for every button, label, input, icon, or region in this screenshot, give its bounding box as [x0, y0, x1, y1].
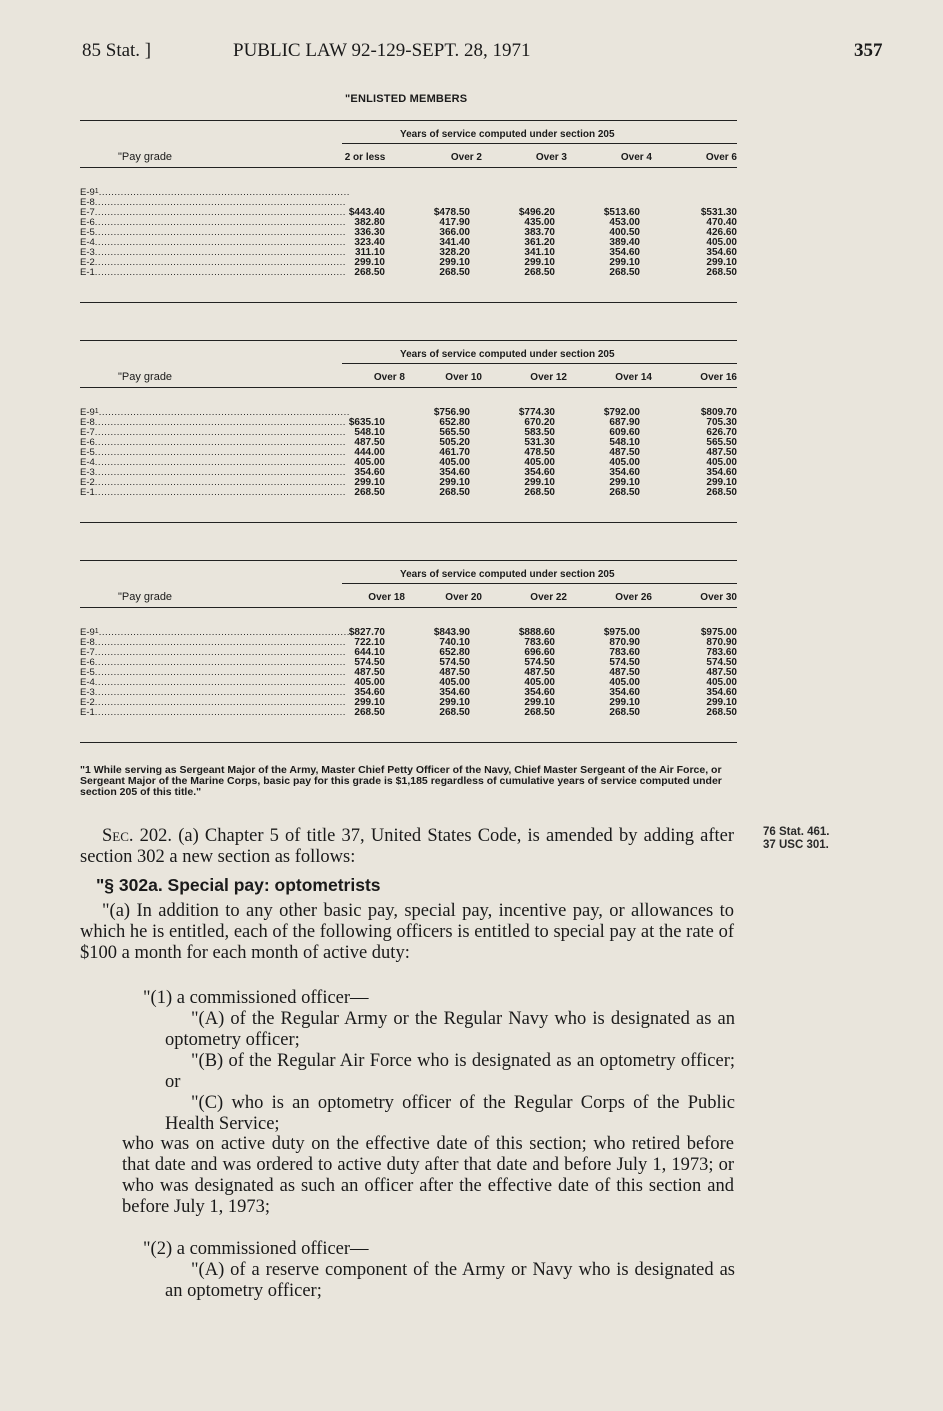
pay-value-cell: 405.00 [354, 677, 385, 688]
leader-dots: ................................................................................ [94, 657, 346, 668]
pay-grade-label: E-8 [80, 197, 95, 208]
section-202-label: Sec. 202. [102, 826, 173, 846]
pay-value-cell: $513.60 [603, 207, 640, 218]
pay-grade-cell [80, 627, 350, 638]
leader-dots: ................................................................................ [94, 457, 346, 468]
pay-value-cell: 268.50 [609, 267, 640, 278]
pay-grade-label: E-6 [80, 217, 95, 228]
pay-value-cell: 722.10 [354, 637, 385, 648]
table-row [80, 468, 737, 477]
footnote-ref: 1 [94, 408, 99, 415]
leader-dots: ................................................................................ [98, 627, 350, 638]
leader-dots: ................................................................................ [94, 667, 346, 678]
pay-value-cell: 487.50 [439, 667, 470, 678]
pay-grade-cell [80, 217, 346, 228]
column-header: Over 30 [700, 592, 737, 603]
pay-value-cell: 268.50 [706, 707, 737, 718]
table-row [80, 628, 737, 637]
pay-value-cell: 328.20 [439, 247, 470, 258]
pay-value-cell: 299.10 [609, 477, 640, 488]
pay-value-cell: 609.60 [609, 427, 640, 438]
pay-grade-label: E-8 [80, 637, 95, 648]
pay-value-cell: $443.40 [348, 207, 385, 218]
pay-grade-header: "Pay grade [118, 151, 173, 163]
pay-grade-cell [80, 487, 346, 498]
pay-grade-label: E-4 [80, 677, 95, 688]
column-header: Over 26 [615, 592, 652, 603]
pay-value-cell: 268.50 [706, 267, 737, 278]
pay-grade-label: E-7 [80, 427, 95, 438]
pay-value-cell: 574.50 [524, 657, 555, 668]
column-header: Over 18 [368, 592, 405, 603]
pay-value-cell: 405.00 [524, 457, 555, 468]
pay-value-cell: 382.80 [354, 217, 385, 228]
table-row [80, 478, 737, 487]
column-header: Over 6 [705, 152, 737, 163]
item-2: "(2) a commissioned officer— [143, 1239, 369, 1259]
pay-value-cell: 487.50 [706, 447, 737, 458]
column-header: Over 3 [535, 152, 567, 163]
pay-value-cell: 268.50 [524, 487, 555, 498]
pay-value-cell: 354.60 [524, 687, 555, 698]
table-row [80, 418, 737, 427]
pay-value-cell: 574.50 [354, 657, 385, 668]
pay-grade-label: E-2 [80, 257, 95, 268]
column-header: Over 14 [615, 372, 652, 383]
pay-grade-label: E-5 [80, 447, 95, 458]
pay-value-cell: 354.60 [439, 467, 470, 478]
leader-dots: ................................................................................ [94, 707, 346, 718]
header-statute-ref: 85 Stat. ] [82, 40, 152, 61]
table-row [80, 438, 737, 447]
leader-dots: ................................................................................ [94, 257, 346, 268]
pay-value-cell: 299.10 [706, 257, 737, 268]
leader-dots: ................................................................................ [94, 267, 346, 278]
pay-grade-label: E-1 [80, 707, 95, 718]
pay-value-cell: 299.10 [439, 257, 470, 268]
pay-grade-cell [80, 227, 346, 238]
table-row [80, 458, 737, 467]
pay-grade-label: E-5 [80, 227, 95, 238]
years-rule [342, 363, 737, 364]
item-2A: "(A) of a reserve component of the Army or Navy who is designated as an optometry officer; [165, 1260, 735, 1301]
pay-grade-cell [80, 197, 346, 208]
column-header: Over 22 [530, 592, 567, 603]
header-rule [80, 167, 737, 168]
pay-value-cell: 268.50 [524, 707, 555, 718]
table-bottom-rule [80, 302, 737, 303]
pay-value-cell: 354.60 [609, 247, 640, 258]
pay-value-cell: 268.50 [609, 707, 640, 718]
years-rule [342, 143, 737, 144]
pay-grade-cell [80, 237, 346, 248]
pay-value-cell: 268.50 [706, 487, 737, 498]
pay-value-cell: 405.00 [524, 677, 555, 688]
table-row [80, 488, 737, 497]
leader-dots: ................................................................................ [98, 187, 350, 198]
pay-table-2 [80, 340, 737, 535]
section-202-text: (a) Chapter 5 of title 37, United States Code, is amended by adding after section 302 a new section as follows: [80, 826, 735, 867]
pay-grade-label: E-2 [80, 477, 95, 488]
pay-value-cell: 354.60 [609, 687, 640, 698]
pay-grade-cell [80, 687, 346, 698]
pay-value-cell: 405.00 [439, 457, 470, 468]
pay-grade-cell [80, 657, 346, 668]
header-public-law: PUBLIC LAW 92-129-SEPT. 28, 1971 [233, 40, 531, 61]
leader-dots: ................................................................................ [94, 677, 346, 688]
pay-value-cell: 705.30 [706, 417, 737, 428]
pay-value-cell: 341.40 [439, 237, 470, 248]
table-row [80, 208, 737, 217]
column-header: Over 2 [450, 152, 482, 163]
leader-dots: ................................................................................ [94, 647, 346, 658]
pay-value-cell: 574.50 [706, 657, 737, 668]
page-number: 357 [854, 40, 883, 61]
pay-value-cell: 361.20 [524, 237, 555, 248]
pay-value-cell: $774.30 [518, 407, 555, 418]
table-row [80, 238, 737, 247]
table-row [80, 188, 737, 197]
pay-grade-label: E-6 [80, 437, 95, 448]
leader-dots: ................................................................................ [94, 697, 346, 708]
footnote-ref: 1 [94, 628, 99, 635]
table-row [80, 688, 737, 697]
pay-grade-cell [80, 637, 346, 648]
pay-value-cell: 548.10 [609, 437, 640, 448]
table-row [80, 428, 737, 437]
pay-grade-cell [80, 667, 346, 678]
pay-grade-cell [80, 257, 346, 268]
table-row [80, 248, 737, 257]
margin-citation-usc: 37 USC 301. [763, 839, 829, 851]
column-header: Over 20 [445, 592, 482, 603]
pay-value-cell: 405.00 [354, 457, 385, 468]
pay-grade-label: E-8 [80, 417, 95, 428]
years-of-service-label: Years of service computed under section 205 [400, 349, 615, 360]
table-row [80, 648, 737, 657]
pay-value-cell: $496.20 [518, 207, 555, 218]
pay-value-cell: 354.60 [354, 687, 385, 698]
pay-grade-label: E-9 [80, 187, 95, 198]
pay-value-cell: 299.10 [524, 477, 555, 488]
leader-dots: ................................................................................ [94, 687, 346, 698]
pay-value-cell: 299.10 [439, 697, 470, 708]
column-header: Over 10 [445, 372, 482, 383]
column-header: Over 16 [700, 372, 737, 383]
pay-value-cell: 531.30 [524, 437, 555, 448]
table-row [80, 268, 737, 277]
pay-grade-label: E-3 [80, 247, 95, 258]
table-bottom-rule [80, 522, 737, 523]
table-top-rule [80, 340, 737, 341]
pay-grade-label: E-4 [80, 457, 95, 468]
pay-grade-label: E-5 [80, 667, 95, 678]
pay-value-cell: 405.00 [439, 677, 470, 688]
table-row [80, 448, 737, 457]
pay-value-cell: 487.50 [354, 437, 385, 448]
pay-value-cell: 299.10 [609, 257, 640, 268]
footnote-text: While serving as Sergeant Major of the Army, Master Chief Petty Officer of the Navy, Chief Master Sergeant of the Air Force, or Sergeant Major of the Marine Corps, basic pay for this grade is $1,185 regardless of cumulative years of service computed under section 205 of this title." [80, 764, 722, 798]
table-row [80, 658, 737, 667]
pay-value-cell: 574.50 [609, 657, 640, 668]
pay-grade-cell [80, 707, 346, 718]
eligibility-clause: who was on active duty on the effective date of this section; who retired before that date and was ordered to active duty after that date and before July 1, 1973; or who was designated as such an officer after the effective date of this section and before July 1, 1973; [122, 1134, 734, 1217]
pay-grade-header: "Pay grade [118, 371, 173, 383]
pay-value-cell: 341.10 [524, 247, 555, 258]
pay-value-cell: 268.50 [354, 267, 385, 278]
pay-value-cell: 268.50 [609, 487, 640, 498]
pay-value-cell: 740.10 [439, 637, 470, 648]
pay-value-cell: $792.00 [603, 407, 640, 418]
years-of-service-label: Years of service computed under section 205 [400, 569, 615, 580]
pay-value-cell: 268.50 [439, 267, 470, 278]
pay-grade-cell [80, 677, 346, 688]
table-footnote [80, 765, 745, 798]
pay-grade-cell [80, 417, 346, 428]
pay-grade-cell [80, 187, 350, 198]
pay-value-cell: 478.50 [524, 447, 555, 458]
section-heading: "§ 302a. Special pay: optometrists [96, 875, 381, 895]
pay-value-cell: $756.90 [433, 407, 470, 418]
pay-grade-cell [80, 477, 346, 488]
pay-value-cell: 461.70 [439, 447, 470, 458]
pay-value-cell: 389.40 [609, 237, 640, 248]
pay-value-cell: 299.10 [524, 697, 555, 708]
pay-grade-cell [80, 407, 350, 418]
section-202-paragraph [80, 826, 734, 868]
pay-value-cell: 354.60 [706, 687, 737, 698]
pay-value-cell: 453.00 [609, 217, 640, 228]
pay-value-cell: 435.00 [524, 217, 555, 228]
pay-value-cell: 870.90 [706, 637, 737, 648]
pay-value-cell: 311.10 [354, 247, 385, 258]
pay-value-cell: 565.50 [439, 427, 470, 438]
pay-value-cell: 299.10 [354, 477, 385, 488]
item-1A: "(A) of the Regular Army or the Regular Navy who is designated as an optometry officer; [165, 1009, 735, 1050]
table-row [80, 218, 737, 227]
pay-value-cell: 505.20 [439, 437, 470, 448]
pay-value-cell: 783.60 [706, 647, 737, 658]
years-of-service-label: Years of service computed under section 205 [400, 129, 615, 140]
pay-value-cell: 405.00 [609, 677, 640, 688]
pay-grade-label: E-9 [80, 627, 95, 638]
leader-dots: ................................................................................ [94, 207, 346, 218]
pay-value-cell: 354.60 [706, 247, 737, 258]
pay-value-cell: $843.90 [433, 627, 470, 638]
pay-grade-label: E-6 [80, 657, 95, 668]
item-1C: "(C) who is an optometry officer of the Regular Corps of the Public Health Service; [165, 1093, 735, 1134]
pay-grade-header: "Pay grade [118, 591, 173, 603]
pay-value-cell: 405.00 [609, 457, 640, 468]
pay-value-cell: 487.50 [706, 667, 737, 678]
pay-grade-cell [80, 247, 346, 258]
pay-value-cell: 336.30 [354, 227, 385, 238]
pay-table-3 [80, 560, 737, 755]
pay-grade-label: E-9 [80, 407, 95, 418]
pay-grade-cell [80, 207, 346, 218]
pay-value-cell: $827.70 [348, 627, 385, 638]
pay-grade-label: E-7 [80, 207, 95, 218]
column-header: Over 4 [620, 152, 652, 163]
leader-dots: ................................................................................ [94, 477, 346, 488]
footnote-marker: "1 [80, 764, 91, 776]
table-bottom-rule [80, 742, 737, 743]
table-top-rule [80, 120, 737, 121]
pay-grade-cell [80, 697, 346, 708]
table-row [80, 638, 737, 647]
leader-dots: ................................................................................ [94, 247, 346, 258]
table-row [80, 698, 737, 707]
item-1: "(1) a commissioned officer— [143, 988, 369, 1008]
leader-dots: ................................................................................ [94, 217, 346, 228]
header-rule [80, 387, 737, 388]
pay-value-cell: 487.50 [524, 667, 555, 678]
pay-value-cell: $531.30 [700, 207, 737, 218]
pay-value-cell: 354.60 [609, 467, 640, 478]
table-row [80, 258, 737, 267]
pay-value-cell: 354.60 [706, 467, 737, 478]
leader-dots: ................................................................................ [94, 467, 346, 478]
pay-value-cell: $478.50 [433, 207, 470, 218]
pay-value-cell: 268.50 [354, 707, 385, 718]
table-row [80, 708, 737, 717]
pay-value-cell: 565.50 [706, 437, 737, 448]
pay-value-cell: 354.60 [439, 687, 470, 698]
pay-value-cell: 299.10 [524, 257, 555, 268]
pay-value-cell: 268.50 [439, 707, 470, 718]
pay-grade-label: E-7 [80, 647, 95, 658]
table-top-rule [80, 560, 737, 561]
table-row [80, 678, 737, 687]
pay-value-cell: 268.50 [439, 487, 470, 498]
pay-value-cell: 687.90 [609, 417, 640, 428]
pay-value-cell: 299.10 [609, 697, 640, 708]
pay-value-cell: $975.00 [700, 627, 737, 638]
pay-grade-cell [80, 437, 346, 448]
pay-value-cell: 299.10 [354, 697, 385, 708]
pay-value-cell: 783.60 [609, 647, 640, 658]
leader-dots: ................................................................................ [94, 487, 346, 498]
pay-value-cell: $635.10 [348, 417, 385, 428]
pay-value-cell: 626.70 [706, 427, 737, 438]
column-header: Over 8 [373, 372, 405, 383]
leader-dots: ................................................................................ [94, 227, 346, 238]
pay-grade-label: E-3 [80, 467, 95, 478]
pay-value-cell: 652.80 [439, 647, 470, 658]
pay-grade-label: E-2 [80, 697, 95, 708]
pay-value-cell: 644.10 [354, 647, 385, 658]
pay-value-cell: 299.10 [354, 257, 385, 268]
header-rule [80, 607, 737, 608]
pay-value-cell: 583.50 [524, 427, 555, 438]
leader-dots: ................................................................................ [94, 447, 346, 458]
pay-grade-cell [80, 447, 346, 458]
pay-grade-cell [80, 457, 346, 468]
pay-value-cell: 405.00 [706, 237, 737, 248]
pay-value-cell: 268.50 [524, 267, 555, 278]
pay-value-cell: 268.50 [354, 487, 385, 498]
pay-value-cell: 426.60 [706, 227, 737, 238]
pay-grade-cell [80, 427, 346, 438]
pay-value-cell: 299.10 [439, 477, 470, 488]
pay-grade-cell [80, 267, 346, 278]
pay-value-cell: 299.10 [706, 477, 737, 488]
pay-value-cell: 354.60 [354, 467, 385, 478]
column-header: Over 12 [530, 372, 567, 383]
pay-value-cell: 574.50 [439, 657, 470, 668]
table-row [80, 668, 737, 677]
pay-value-cell: 299.10 [706, 697, 737, 708]
pay-value-cell: 487.50 [609, 447, 640, 458]
pay-grade-cell [80, 647, 346, 658]
pay-value-cell: 670.20 [524, 417, 555, 428]
table-row [80, 408, 737, 417]
footnote-ref: 1 [94, 188, 99, 195]
item-1B: "(B) of the Regular Air Force who is designated as an optometry officer; or [165, 1051, 735, 1092]
margin-citation [763, 826, 829, 852]
pay-grade-cell [80, 467, 346, 478]
years-rule [342, 583, 737, 584]
pay-value-cell: 870.90 [609, 637, 640, 648]
leader-dots: ................................................................................ [94, 637, 346, 648]
pay-value-cell: 444.00 [354, 447, 385, 458]
pay-grade-label: E-4 [80, 237, 95, 248]
pay-value-cell: 405.00 [706, 457, 737, 468]
leader-dots: ................................................................................ [94, 197, 346, 208]
pay-value-cell: 405.00 [706, 677, 737, 688]
pay-value-cell: 383.70 [524, 227, 555, 238]
pay-grade-label: E-3 [80, 687, 95, 698]
pay-value-cell: 366.00 [439, 227, 470, 238]
pay-value-cell: 323.40 [354, 237, 385, 248]
pay-value-cell: 696.60 [524, 647, 555, 658]
leader-dots: ................................................................................ [94, 437, 346, 448]
pay-value-cell: 354.60 [524, 467, 555, 478]
pay-grade-label: E-1 [80, 267, 95, 278]
leader-dots: ................................................................................ [94, 237, 346, 248]
pay-grade-label: E-1 [80, 487, 95, 498]
pay-value-cell: 470.40 [706, 217, 737, 228]
table-row [80, 228, 737, 237]
leader-dots: ................................................................................ [94, 417, 346, 428]
table-row [80, 198, 737, 207]
pay-value-cell: 487.50 [354, 667, 385, 678]
table-title: "ENLISTED MEMBERS [345, 93, 468, 105]
pay-value-cell: $809.70 [700, 407, 737, 418]
pay-table-1 [80, 120, 737, 315]
pay-value-cell: 652.80 [439, 417, 470, 428]
leader-dots: ................................................................................ [94, 427, 346, 438]
paragraph-a: "(a) In addition to any other basic pay, special pay, incentive pay, or allowances to which he is entitled, each of the following officers is entitled to special pay at the rate of $100 a month for each month of active duty: [80, 901, 734, 963]
pay-value-cell: 783.60 [524, 637, 555, 648]
pay-value-cell: 548.10 [354, 427, 385, 438]
pay-value-cell: $888.60 [518, 627, 555, 638]
pay-value-cell: $975.00 [603, 627, 640, 638]
column-header: 2 or less [344, 152, 386, 163]
pay-value-cell: 400.50 [609, 227, 640, 238]
leader-dots: ................................................................................ [98, 407, 350, 418]
pay-value-cell: 487.50 [609, 667, 640, 678]
pay-value-cell: 417.90 [439, 217, 470, 228]
margin-citation-stat: 76 Stat. 461. [763, 826, 830, 838]
